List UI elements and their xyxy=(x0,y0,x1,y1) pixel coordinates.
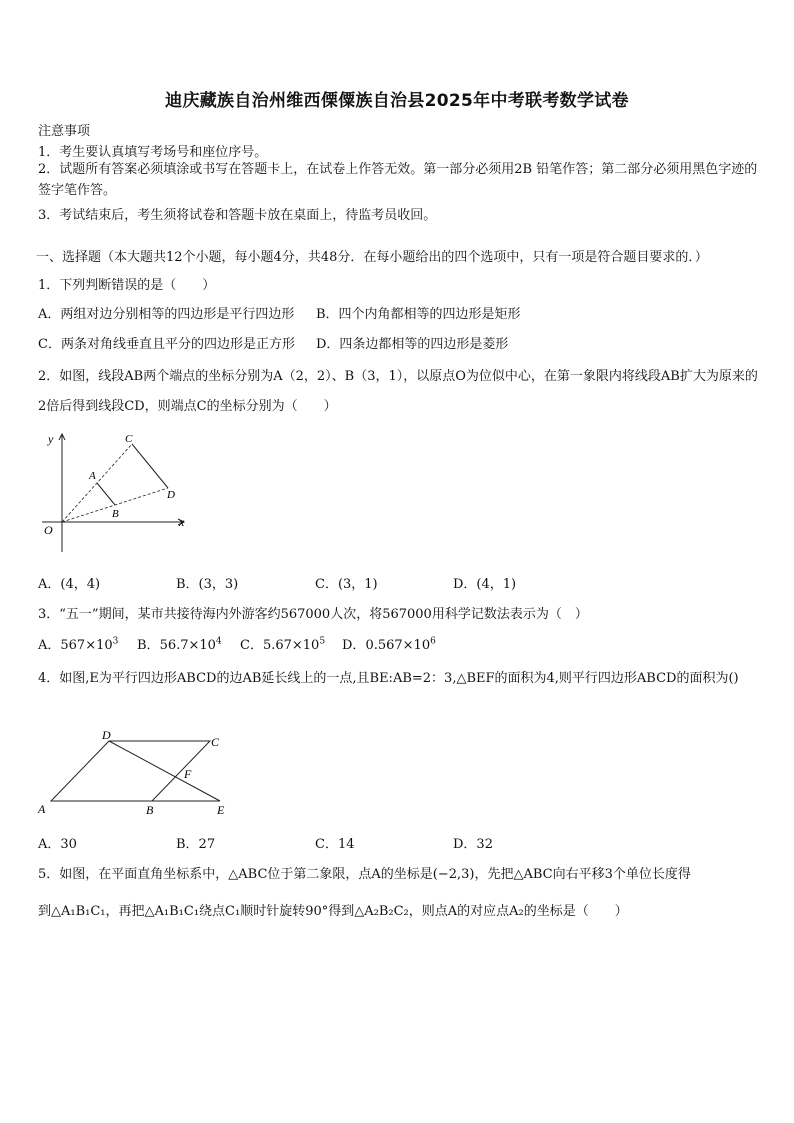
q3-stem: 3．“五一”期间，某市共接待海内外游客约567000人次，将567000用科学记数法表示为（ ） xyxy=(38,607,588,622)
point-c-label: C xyxy=(125,433,133,445)
q2-option-d: D．(4，1) xyxy=(453,577,517,592)
q2-option-a: A．(4，4) xyxy=(38,577,101,592)
q3-option-d-exp: 6 xyxy=(430,636,436,647)
x-axis-label: x xyxy=(179,515,185,529)
q4-point-f-label: F xyxy=(184,767,192,781)
q2-option-b: B．(3，3) xyxy=(176,577,239,592)
q1-option-a: A．两组对边分别相等的四边形是平行四边形 xyxy=(38,307,295,322)
q3-option-b-exp: 4 xyxy=(215,636,222,647)
q4-point-a-label: A xyxy=(38,802,46,816)
q4-option-b: B．27 xyxy=(176,837,216,852)
q4-point-c-label: C xyxy=(211,735,220,749)
q3-option-b-base: 56.7×10 xyxy=(159,638,216,653)
q3-option-b-label: B． xyxy=(137,638,160,653)
y-axis-label: y xyxy=(48,432,54,446)
q3-option-d-base: 0.567×10 xyxy=(365,638,431,653)
segment-de xyxy=(109,741,220,801)
q3-option-d xyxy=(342,634,436,653)
q3-option-d-label: D． xyxy=(342,638,366,653)
segment-cd xyxy=(132,444,168,488)
q3-option-b xyxy=(137,634,222,653)
q2-stem: 2．如图，线段AB两个端点的坐标分别为A（2，2）、B（3，1），以原点O为位似中心，在第一象限内将线段AB扩大为原来的2倍后得到线段CD，则端点C的坐标分别为（ ） xyxy=(38,369,758,414)
q3-option-c-base: 5.67×10 xyxy=(262,638,320,653)
q1-stem: 1．下列判断错误的是（ ） xyxy=(38,278,216,293)
notice-heading: 注意事项 xyxy=(38,124,91,139)
q1-option-c: C．两条对角线垂直且平分的四边形是正方形 xyxy=(38,337,295,352)
q4-figure xyxy=(34,726,244,821)
q5-stem-line-2: 到△A₁B₁C₁，再把△A₁B₁C₁绕点C₁顺时针旋转90°得到△A₂B₂C₂，则点A的对应点A₂的坐标是（ ） xyxy=(38,904,628,919)
q4-option-c: C．14 xyxy=(315,837,355,852)
q4-option-d: D．32 xyxy=(453,837,493,852)
q3-option-a-base: 567×10 xyxy=(60,638,113,653)
notice-item-2: 2．试题所有答案必须填涂或书写在答题卡上，在试卷上作答无效。第一部分必须用2B 铅笔作答；第二部分必须用黑色字迹的签字笔作答。 xyxy=(38,162,758,198)
origin-label: O xyxy=(44,523,53,537)
q3-option-a xyxy=(38,634,118,653)
q1-option-d: D．四条边都相等的四边形是菱形 xyxy=(316,337,509,352)
q3-option-c-exp: 5 xyxy=(319,636,326,647)
q4-point-d-label: D xyxy=(102,728,111,742)
q3-option-c xyxy=(240,634,325,653)
q3-option-c-label: C． xyxy=(240,638,263,653)
q4-stem: 4．如图,E为平行四边形ABCD的边AB延长线上的一点,且BE:AB=2：3,△BEF的面积为4,则平行四边形ABCD的面积为() xyxy=(38,671,739,686)
section-heading: 一、选择题（本大题共12个小题，每小题4分，共48分．在每小题给出的四个选项中，只有一项是符合题目要求的．） xyxy=(36,250,708,265)
q2-figure xyxy=(36,428,196,558)
notice-item-1: 1．考生要认真填写考场号和座位序号。 xyxy=(38,145,268,160)
point-a-label: A xyxy=(89,470,96,482)
q3-option-a-exp: 3 xyxy=(112,636,119,647)
q2-option-c: C．(3，1) xyxy=(315,577,378,592)
exam-title: 迪庆藏族自治州维西傈僳族自治县2025年中考联考数学试卷 xyxy=(165,91,629,111)
notice-item-3: 3．考试结束后，考生须将试卷和答题卡放在桌面上，待监考员收回。 xyxy=(38,208,437,223)
q4-point-e-label: E xyxy=(217,803,225,817)
point-d-label: D xyxy=(167,489,175,501)
q1-option-b: B．四个内角都相等的四边形是矩形 xyxy=(316,307,521,322)
q4-option-a: A．30 xyxy=(38,837,77,852)
q5-stem-line-1: 5．如图，在平面直角坐标系中，△ABC位于第二象限，点A的坐标是(−2,3)，先把△ABC向右平移3个单位长度得 xyxy=(38,867,691,882)
q4-point-b-label: B xyxy=(146,803,154,817)
point-b-label: B xyxy=(112,508,119,520)
segment-ab xyxy=(97,483,115,505)
q3-option-a-label: A． xyxy=(38,638,61,653)
